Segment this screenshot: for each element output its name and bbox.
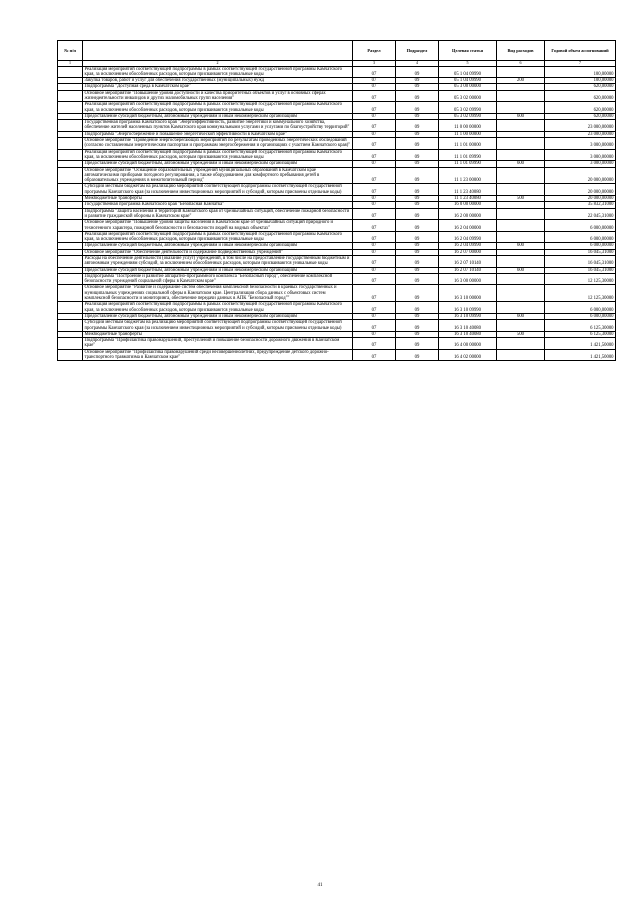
table-row xyxy=(58,208,616,220)
cell-expense-type xyxy=(497,138,545,150)
cell-target-article: 16 3 10 09990 xyxy=(439,302,497,314)
cell-name: Межбюджетные трансферты xyxy=(83,196,353,202)
cell-podrazdel: 09 xyxy=(396,102,439,114)
cell-razdel: 07 xyxy=(353,84,396,90)
cell-podrazdel: 09 xyxy=(396,231,439,243)
table-row xyxy=(58,138,616,150)
cell-num xyxy=(58,220,83,232)
cell-name: Предоставление субсидий бюджетным, автономным учреждениям и иным некоммерческим организациям xyxy=(83,161,353,167)
header-name xyxy=(83,41,353,61)
cell-expense-type: 600 xyxy=(497,267,545,273)
cell-amount: 620,00000 xyxy=(545,90,616,102)
cell-amount: 16 045,31000 xyxy=(545,249,616,255)
cell-num xyxy=(58,320,83,332)
cell-num xyxy=(58,66,83,78)
cell-podrazdel: 09 xyxy=(396,184,439,196)
cell-expense-type xyxy=(497,120,545,132)
table-row xyxy=(58,167,616,184)
cell-num xyxy=(58,285,83,302)
cell-podrazdel: 09 xyxy=(396,220,439,232)
cell-razdel: 07 xyxy=(353,78,396,84)
cell-target-article: 16 3 10 40080 xyxy=(439,331,497,337)
column-number: 3 xyxy=(353,61,396,67)
cell-podrazdel: 09 xyxy=(396,320,439,332)
cell-podrazdel: 09 xyxy=(396,338,439,350)
cell-target-article: 11 1 01 09990 xyxy=(439,149,497,161)
cell-name: Подпрограмма "Энергосбережение и повышение энергетической эффективности в Камчатском крае" xyxy=(83,131,353,137)
cell-razdel: 07 xyxy=(353,102,396,114)
cell-amount: 6 000,00000 xyxy=(545,220,616,232)
table-row xyxy=(58,90,616,102)
cell-num xyxy=(58,338,83,350)
table-row xyxy=(58,184,616,196)
cell-expense-type xyxy=(497,349,545,361)
cell-razdel: 07 xyxy=(353,256,396,268)
header-podrazdel: Подраздел xyxy=(396,41,439,61)
cell-amount: 20 000,00000 xyxy=(545,167,616,184)
cell-num xyxy=(58,102,83,114)
cell-expense-type xyxy=(497,184,545,196)
cell-razdel: 07 xyxy=(353,149,396,161)
table-row xyxy=(58,320,616,332)
cell-name: Основное мероприятие "Развитие и содержание систем обеспечения комплексной безопасности в краевых государственных и муниципальных учреждениях социальной сферы в Камчатском крае. Централизация сбора данных с объектовых систем комплексной безопасности и мониторинга, обеспечение передачи данных в АПК "Безопасный город"" xyxy=(83,285,353,302)
cell-target-article: 16 3 10 40080 xyxy=(439,320,497,332)
cell-expense-type xyxy=(497,149,545,161)
cell-razdel: 07 xyxy=(353,120,396,132)
cell-razdel: 07 xyxy=(353,131,396,137)
cell-name: Государственная программа Камчатского края "Энергоэффективность, развитие энергетики и коммунального хозяйства, обеспечение жителей населенных пунктов Камчатского края коммунальными услугами и услугами по благоустройству территорий" xyxy=(83,120,353,132)
cell-amount: 620,00000 xyxy=(545,113,616,119)
cell-target-article: 16 3 10 09990 xyxy=(439,313,497,319)
column-number: 2 xyxy=(83,61,353,67)
cell-name: Реализация мероприятий соответствующей подпрограммы в рамках соответствующей государственной программы Камчатского края, за исключением обособленных расходов, которым присваиваются уникальные коды xyxy=(83,149,353,161)
cell-expense-type xyxy=(497,102,545,114)
cell-razdel: 07 xyxy=(353,220,396,232)
cell-amount: 3 000,00000 xyxy=(545,149,616,161)
cell-name: Закупка товаров, работ и услуг для обеспечения государственных (муниципальных) нужд xyxy=(83,78,353,84)
cell-target-article: 05 3 00 00000 xyxy=(439,84,497,90)
cell-razdel: 07 xyxy=(353,113,396,119)
cell-name: Подпрограмма "Доступная среда в Камчатском крае" xyxy=(83,84,353,90)
table-row xyxy=(58,338,616,350)
cell-target-article: 11 1 23 40080 xyxy=(439,196,497,202)
table-row xyxy=(58,120,616,132)
cell-target-article: 16 4 00 00000 xyxy=(439,338,497,350)
cell-podrazdel: 09 xyxy=(396,267,439,273)
cell-podrazdel: 09 xyxy=(396,167,439,184)
cell-podrazdel: 09 xyxy=(396,113,439,119)
cell-name: Субсидии местным бюджетам на реализацию мероприятий соответствующей подпрограммы соответствующей государственной программы Камчатского края (за исключением инвестиционных мероприятий и субсидий, которым присвоены отдельные коды) xyxy=(83,320,353,332)
cell-podrazdel: 09 xyxy=(396,149,439,161)
cell-expense-type xyxy=(497,167,545,184)
cell-razdel: 07 xyxy=(353,167,396,184)
cell-podrazdel: 09 xyxy=(396,349,439,361)
cell-target-article: 11 1 00 00000 xyxy=(439,131,497,137)
cell-num xyxy=(58,273,83,285)
cell-razdel: 07 xyxy=(353,161,396,167)
cell-podrazdel: 09 xyxy=(396,84,439,90)
cell-target-article: 16 2 04 09990 xyxy=(439,243,497,249)
cell-expense-type xyxy=(497,273,545,285)
cell-podrazdel: 09 xyxy=(396,208,439,220)
cell-amount: 23 000,00000 xyxy=(545,120,616,132)
cell-expense-type xyxy=(497,338,545,350)
cell-razdel: 07 xyxy=(353,202,396,208)
table-row xyxy=(58,102,616,114)
cell-razdel: 07 xyxy=(353,66,396,78)
cell-podrazdel: 09 xyxy=(396,331,439,337)
cell-razdel: 07 xyxy=(353,331,396,337)
header-razdel: Раздел xyxy=(353,41,396,61)
cell-expense-type: 500 xyxy=(497,331,545,337)
cell-target-article: 16 2 07 10140 xyxy=(439,256,497,268)
cell-name: Подпрограмма "Защита населения и территорий Камчатского края от чрезвычайных ситуаций, обеспечение пожарной безопасности и развитие гражданской обороны в Камчатском крае" xyxy=(83,208,353,220)
cell-razdel: 07 xyxy=(353,196,396,202)
cell-name: Подпрограмма "Построение и развитие аппаратно-программного комплекса "Безопасный город", обеспечение комплексной безопасности учреждений социальной сферы в Камчатском крае" xyxy=(83,273,353,285)
cell-razdel: 07 xyxy=(353,285,396,302)
cell-amount: 6 125,30000 xyxy=(545,320,616,332)
cell-expense-type: 600 xyxy=(497,161,545,167)
cell-target-article: 16 3 00 00000 xyxy=(439,273,497,285)
cell-razdel: 07 xyxy=(353,138,396,150)
cell-target-article: 05 1 04 09990 xyxy=(439,66,497,78)
cell-name: Реализация мероприятий соответствующей подпрограммы в рамках соответствующей государственной программы Камчатского края, за исключением обособленных расходов, которым присваиваются уникальные коды xyxy=(83,102,353,114)
cell-podrazdel: 09 xyxy=(396,90,439,102)
cell-amount: 6 000,00000 xyxy=(545,302,616,314)
cell-target-article: 11 0 00 00000 xyxy=(439,120,497,132)
cell-razdel: 07 xyxy=(353,273,396,285)
cell-amount: 100,00000 xyxy=(545,66,616,78)
cell-expense-type xyxy=(497,231,545,243)
cell-name: Предоставление субсидий бюджетным, автономным учреждениям и иным некоммерческим организациям xyxy=(83,267,353,273)
column-number: 6 xyxy=(497,61,545,67)
cell-podrazdel: 09 xyxy=(396,249,439,255)
cell-amount: 6 125,30000 xyxy=(545,331,616,337)
table-row xyxy=(58,231,616,243)
cell-podrazdel: 09 xyxy=(396,161,439,167)
column-number: 4 xyxy=(396,61,439,67)
cell-razdel: 07 xyxy=(353,349,396,361)
cell-expense-type xyxy=(497,220,545,232)
cell-amount: 22 045,31000 xyxy=(545,208,616,220)
cell-podrazdel: 09 xyxy=(396,66,439,78)
cell-amount: 35 832,31000 xyxy=(545,202,616,208)
cell-amount: 100,00000 xyxy=(545,78,616,84)
cell-expense-type xyxy=(497,285,545,302)
cell-expense-type: 500 xyxy=(497,196,545,202)
column-number: 1 xyxy=(58,61,83,67)
cell-name: Основное мероприятие "Профилактика правонарушений среди несовершеннолетних, предупреждение детского дорожно-транспортного травматизма в Камчатском крае" xyxy=(83,349,353,361)
header-row xyxy=(58,41,616,61)
table-body xyxy=(58,66,616,361)
header-annual-amount: Годовой объем ассигнований xyxy=(545,41,616,61)
cell-amount: 12 125,30000 xyxy=(545,285,616,302)
cell-expense-type xyxy=(497,256,545,268)
cell-num xyxy=(58,167,83,184)
cell-razdel: 07 xyxy=(353,249,396,255)
table-row xyxy=(58,285,616,302)
cell-expense-type: 600 xyxy=(497,313,545,319)
cell-amount: 1 421,50000 xyxy=(545,338,616,350)
cell-target-article: 11 1 01 09990 xyxy=(439,161,497,167)
cell-target-article: 16 4 02 00000 xyxy=(439,349,497,361)
table-row xyxy=(58,66,616,78)
cell-target-article: 05 3 02 09990 xyxy=(439,113,497,119)
cell-name: Межбюджетные трансферты xyxy=(83,331,353,337)
header-num: № п/п xyxy=(58,41,83,61)
cell-expense-type xyxy=(497,90,545,102)
cell-name: Расходы на обеспечение деятельности (оказание услуг) учреждений, в том числе на предоставление государственным бюджетным и автономным учреждениям субсидий, за исключением обособленных расходов, которым присваиваются уникальные коды xyxy=(83,256,353,268)
cell-podrazdel: 09 xyxy=(396,273,439,285)
cell-name: Реализация мероприятий соответствующей подпрограммы в рамках соответствующей государственной программы Камчатского края, за исключением обособленных расходов, которым присваиваются уникальные коды xyxy=(83,231,353,243)
cell-podrazdel: 09 xyxy=(396,243,439,249)
cell-target-article: 11 1 23 40080 xyxy=(439,184,497,196)
cell-num xyxy=(58,184,83,196)
table-row xyxy=(58,149,616,161)
cell-amount: 1 421,50000 xyxy=(545,349,616,361)
cell-name: Предоставление субсидий бюджетным, автономным учреждениям и иным некоммерческим организациям xyxy=(83,243,353,249)
cell-amount: 16 045,31000 xyxy=(545,256,616,268)
budget-table xyxy=(57,40,616,361)
cell-name: Основное мероприятие "Повышение уровня защиты населения в Камчатском крае от чрезвычайных ситуаций природного и техногенного характера, пожарной безопасности и безопасности людей на водных объектах" xyxy=(83,220,353,232)
cell-expense-type: 600 xyxy=(497,243,545,249)
cell-target-article: 05 1 04 09990 xyxy=(439,78,497,84)
cell-name: Реализация мероприятий соответствующей подпрограммы в рамках соответствующей государственной программы Камчатского края, за исключением обособленных расходов, которым присваиваются уникальные коды xyxy=(83,66,353,78)
cell-num xyxy=(58,120,83,132)
cell-name: Основное мероприятие "Проведение энергосберегающих мероприятий по результатам проведенных энергетических обследований (согласно составленным энергетическим паспортам и программам энергосбережения и организациях с участием Камчатского края)" xyxy=(83,138,353,150)
cell-name: Предоставление субсидий бюджетным, автономным учреждениям и иным некоммерческим организациям xyxy=(83,113,353,119)
cell-amount: 23 000,00000 xyxy=(545,131,616,137)
table-row xyxy=(58,220,616,232)
cell-razdel: 07 xyxy=(353,320,396,332)
cell-amount: 20 000,00000 xyxy=(545,184,616,196)
cell-amount: 620,00000 xyxy=(545,102,616,114)
cell-razdel: 07 xyxy=(353,267,396,273)
header-target-article: Целевая статья xyxy=(439,41,497,61)
cell-target-article: 16 2 07 10140 xyxy=(439,267,497,273)
cell-razdel: 07 xyxy=(353,208,396,220)
cell-razdel: 07 xyxy=(353,243,396,249)
cell-name: Основное мероприятие "Повышение уровня доступности и качества приоритетных объектов и услуг в основных сферах жизнедеятельности инвалидов и других маломобильных групп населения" xyxy=(83,90,353,102)
cell-podrazdel: 09 xyxy=(396,302,439,314)
page-number: 41 xyxy=(317,883,323,888)
cell-razdel: 07 xyxy=(353,338,396,350)
table-row xyxy=(58,273,616,285)
cell-name: Подпрограмма "Профилактика правонарушений, преступлений и повышение безопасности дорожного движения в Камчатском крае" xyxy=(83,338,353,350)
cell-podrazdel: 09 xyxy=(396,256,439,268)
cell-target-article: 05 3 02 00000 xyxy=(439,90,497,102)
cell-num xyxy=(58,90,83,102)
cell-razdel: 07 xyxy=(353,90,396,102)
cell-target-article: 16 3 10 00000 xyxy=(439,285,497,302)
cell-podrazdel: 09 xyxy=(396,78,439,84)
cell-num xyxy=(58,149,83,161)
cell-num xyxy=(58,208,83,220)
cell-name: Субсидии местным бюджетам на реализацию мероприятий соответствующей подпрограммы соответствующей государственной программы Камчатского края (за исключением инвестиционных мероприятий и субсидий, которым присвоены отдельные коды) xyxy=(83,184,353,196)
cell-podrazdel: 09 xyxy=(396,120,439,132)
cell-razdel: 07 xyxy=(353,313,396,319)
column-number: 7 xyxy=(545,61,616,67)
cell-expense-type xyxy=(497,66,545,78)
cell-num xyxy=(58,349,83,361)
table-row xyxy=(58,349,616,361)
cell-razdel: 07 xyxy=(353,302,396,314)
cell-num xyxy=(58,138,83,150)
cell-target-article: 16 2 04 09990 xyxy=(439,231,497,243)
cell-name: Предоставление субсидий бюджетным, автономным учреждениям и иным некоммерческим организациям xyxy=(83,313,353,319)
cell-amount: 6 000,00000 xyxy=(545,243,616,249)
cell-amount: 3 000,00000 xyxy=(545,138,616,150)
cell-amount: 16 045,31000 xyxy=(545,267,616,273)
cell-expense-type xyxy=(497,320,545,332)
table-row xyxy=(58,256,616,268)
cell-target-article: 16 0 00 00000 xyxy=(439,202,497,208)
table-row xyxy=(58,302,616,314)
cell-amount: 12 125,30000 xyxy=(545,273,616,285)
cell-target-article: 11 1 01 00000 xyxy=(439,138,497,150)
column-number: 5 xyxy=(439,61,497,67)
cell-name: Реализация мероприятий соответствующей подпрограммы в рамках соответствующей государственной программы Камчатского края, за исключением обособленных расходов, которым присваиваются уникальные коды xyxy=(83,302,353,314)
header-expense-type: Вид расходов xyxy=(497,41,545,61)
cell-expense-type xyxy=(497,208,545,220)
cell-expense-type: 200 xyxy=(497,78,545,84)
cell-podrazdel: 09 xyxy=(396,285,439,302)
cell-amount: 6 000,00000 xyxy=(545,313,616,319)
cell-razdel: 07 xyxy=(353,184,396,196)
cell-amount: 620,00000 xyxy=(545,84,616,90)
cell-expense-type xyxy=(497,302,545,314)
cell-amount: 3 000,00000 xyxy=(545,161,616,167)
cell-target-article: 11 1 23 00000 xyxy=(439,167,497,184)
cell-razdel: 07 xyxy=(353,231,396,243)
cell-expense-type: 600 xyxy=(497,113,545,119)
cell-num xyxy=(58,302,83,314)
cell-name: Государственная программа Камчатского края "Безопасная Камчатка" xyxy=(83,202,353,208)
cell-podrazdel: 09 xyxy=(396,131,439,137)
cell-podrazdel: 09 xyxy=(396,202,439,208)
cell-name: Основное мероприятие "Оснащение образовательных учреждений муниципальных образований в Камчатском крае автоматическими приборами погодного регулирования, а также оборудованием для комфортного пребывания детей в образовательных учреждениях в межотопительный период" xyxy=(83,167,353,184)
cell-num xyxy=(58,256,83,268)
cell-target-article: 16 2 07 00000 xyxy=(439,249,497,255)
cell-name: Основное мероприятие "Обеспечение деятельности и содержание подведомственных учреждений" xyxy=(83,249,353,255)
cell-num xyxy=(58,231,83,243)
cell-podrazdel: 09 xyxy=(396,313,439,319)
cell-target-article: 05 3 02 09990 xyxy=(439,102,497,114)
cell-target-article: 16 2 00 00000 xyxy=(439,208,497,220)
cell-podrazdel: 09 xyxy=(396,138,439,150)
cell-amount: 20 000,00000 xyxy=(545,196,616,202)
cell-podrazdel: 09 xyxy=(396,196,439,202)
cell-target-article: 16 2 04 00000 xyxy=(439,220,497,232)
cell-amount: 6 000,00000 xyxy=(545,231,616,243)
